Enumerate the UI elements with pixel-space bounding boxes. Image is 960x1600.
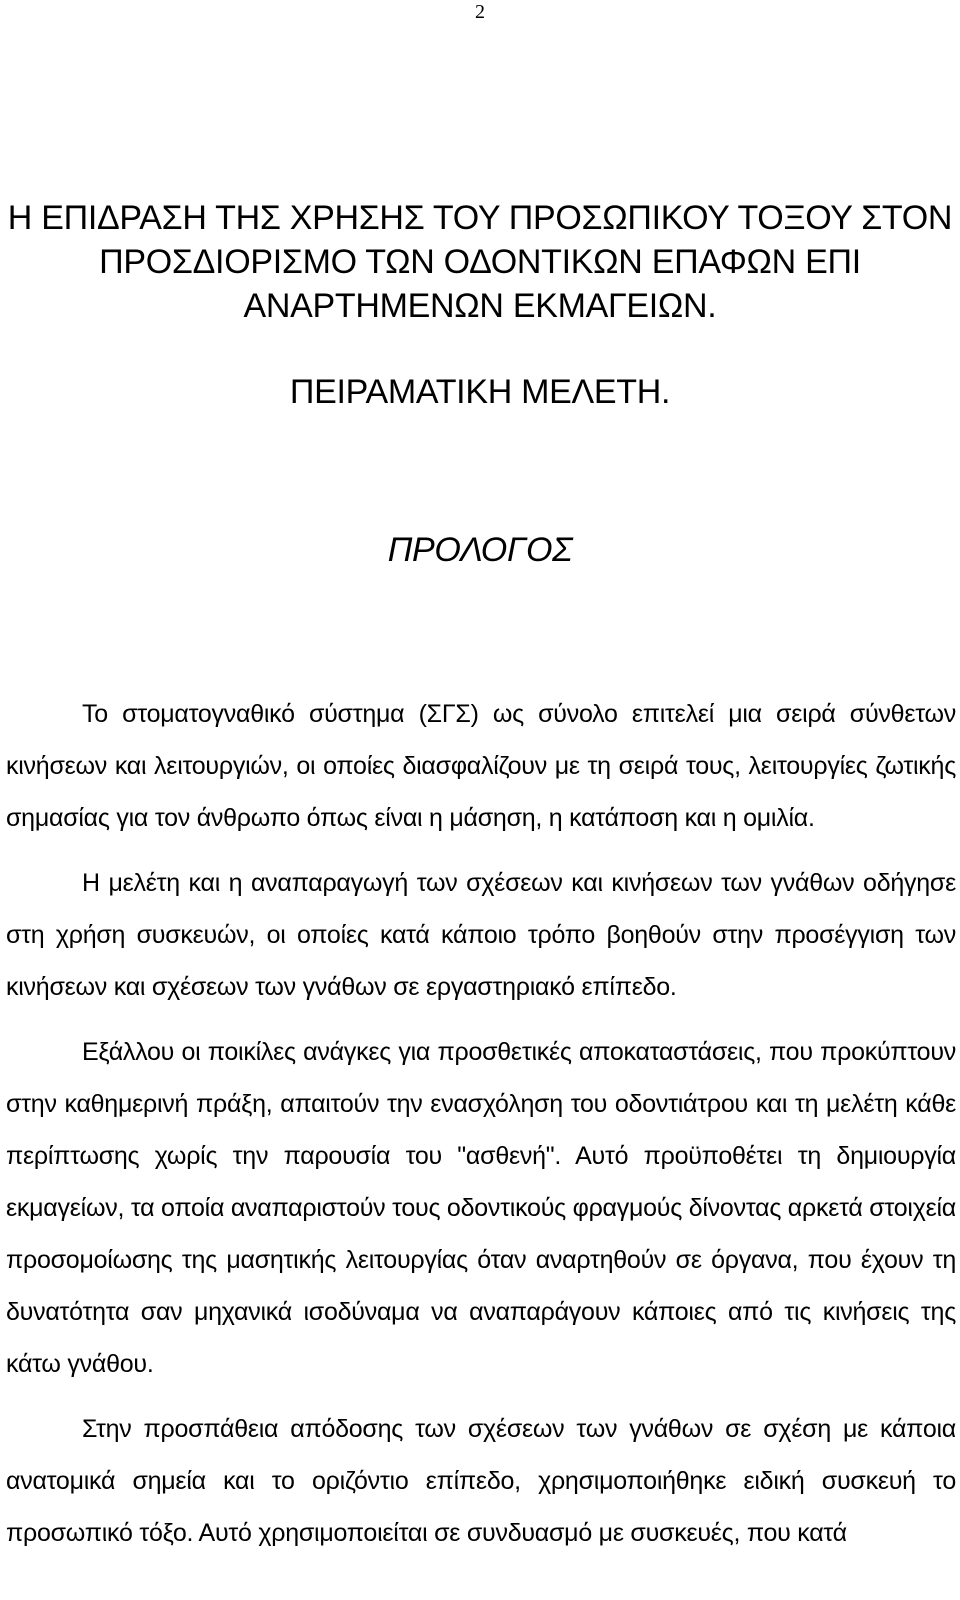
title-line: ΠΡΟΣΔΙΟΡΙΣΜΟ ΤΩΝ ΟΔΟΝΤΙΚΩΝ ΕΠΑΦΩΝ ΕΠΙ — [99, 243, 861, 281]
document-title — [0, 196, 960, 328]
title-line: ΑΝΑΡΤΗΜΕΝΩΝ ΕΚΜΑΓΕΙΩΝ. — [243, 287, 717, 325]
paragraph: Το στοματογναθικό σύστημα (ΣΓΣ) ως σύνολο επιτελεί μια σειρά σύνθετων κινήσεων και λειτουργιών, οι οποίες διασφαλίζουν με τη σειρά τους, λειτουργίες ζωτικής σημασίας για τον άνθρωπο όπως είναι η μάσηση, η κατάποση και η ομιλία. — [6, 700, 956, 832]
title-line: Η ΕΠΙΔΡΑΣΗ ΤΗΣ ΧΡΗΣΗΣ ΤΟΥ ΠΡΟΣΩΠΙΚΟΥ ΤΟΞΟΥ ΣΤΟΝ — [7, 199, 953, 237]
page-number: 2 — [475, 1, 485, 23]
document-subtitle: ΠΕΙΡΑΜΑΤΙΚΗ ΜΕΛΕΤΗ. — [289, 373, 671, 411]
paragraph: Η μελέτη και η αναπαραγωγή των σχέσεων και κινήσεων των γνάθων οδήγησε στη χρήση συσκευών, οι οποίες κατά κάποιο τρόπο βοηθούν στην προσέγγιση των κινήσεων και σχέσεων των γνάθων σε εργαστηριακό επίπεδο. — [6, 869, 956, 1001]
body-text — [6, 688, 956, 1572]
section-heading: ΠΡΟΛΟΓΟΣ — [387, 531, 573, 569]
paragraph: Εξάλλου οι ποικίλες ανάγκες για προσθετικές αποκαταστάσεις, που προκύπτουν στην καθημερινή πράξη, απαιτούν την ενασχόληση του οδοντιάτρου και τη μελέτη κάθε περίπτωσης χωρίς την παρουσία του "ασθενή". Αυτό προϋποθέτει τη δημιουργία εκμαγείων, τα οποία αναπαριστούν τους οδοντικούς φραγμούς δίνοντας αρκετά στοιχεία προσομοίωσης της μασητικής λειτουργίας όταν αναρτηθούν σε όργανα, που έχουν τη δυνατότητα σαν μηχανικά ισοδύναμα να αναπαράγουν κάποιες από τις κινήσεις της κάτω γνάθου. — [6, 1038, 956, 1378]
paragraph: Στην προσπάθεια απόδοσης των σχέσεων των γνάθων σε σχέση με κάποια ανατομικά σημεία και το οριζόντιο επίπεδο, χρησιμοποιήθηκε ειδική συσκευή το προσωπικό τόξο. Αυτό χρησιμοποιείται σε συνδυασμό με συσκευές, που κατά — [6, 1415, 956, 1547]
